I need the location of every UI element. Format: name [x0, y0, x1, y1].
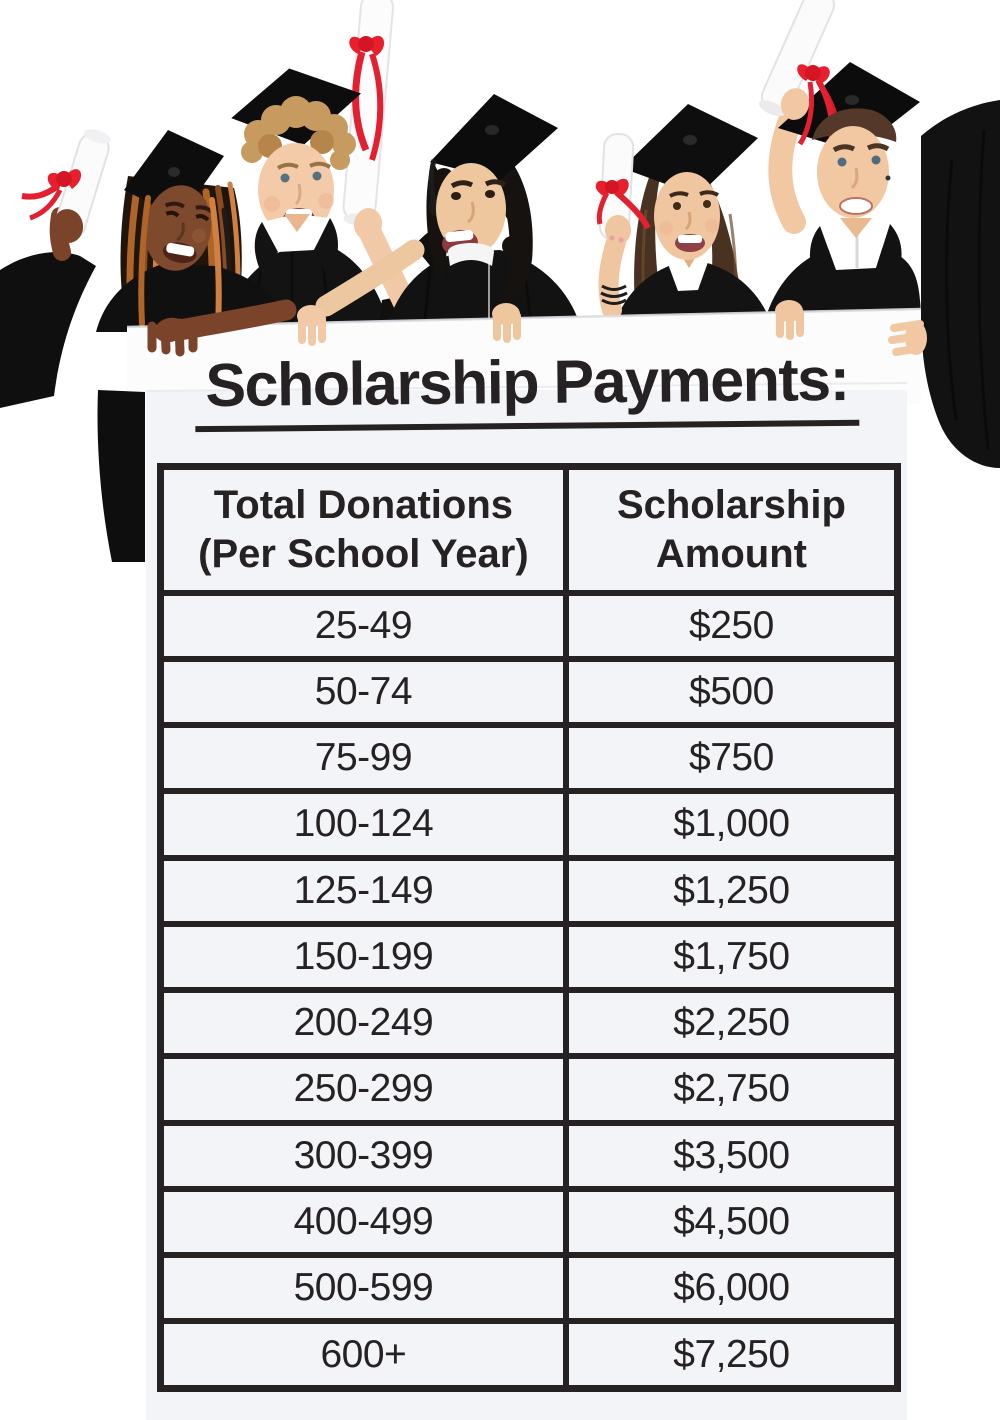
donations-cell: 25-49 [161, 593, 566, 659]
amount-cell: $6,000 [566, 1255, 898, 1321]
table-row [161, 593, 898, 659]
amount-cell: $3,500 [566, 1123, 898, 1189]
amount-cell: $500 [566, 659, 898, 725]
table-row [161, 990, 898, 1056]
table-row [161, 924, 898, 990]
donations-cell: 600+ [161, 1321, 566, 1388]
diploma-scroll [342, 0, 394, 227]
graduate-2 [222, 0, 440, 332]
donations-cell: 75-99 [161, 725, 566, 791]
amount-cell: $1,000 [566, 791, 898, 857]
donations-cell: 125-149 [161, 858, 566, 924]
table-row [161, 1189, 898, 1255]
table-row [161, 1321, 898, 1388]
table-row [161, 659, 898, 725]
table-header-row [161, 467, 898, 593]
header-scholarship-amount: Scholarship Amount [566, 467, 898, 593]
header-total-donations: Total Donations (Per School Year) [161, 467, 566, 593]
amount-cell: $1,750 [566, 924, 898, 990]
table-row [161, 1255, 898, 1321]
donations-cell: 100-124 [161, 791, 566, 857]
amount-cell: $250 [566, 593, 898, 659]
amount-cell: $7,250 [566, 1321, 898, 1388]
page-title [146, 346, 909, 432]
page-title-text: Scholarship Payments: [195, 347, 859, 432]
table-row [161, 725, 898, 791]
donations-cell: 300-399 [161, 1123, 566, 1189]
donations-cell: 150-199 [161, 924, 566, 990]
table-row [161, 1056, 898, 1122]
gown-sleeve [0, 252, 96, 408]
donations-cell: 250-299 [161, 1056, 566, 1122]
amount-cell: $2,750 [566, 1056, 898, 1122]
table-row [161, 858, 898, 924]
donations-cell: 50-74 [161, 659, 566, 725]
donations-cell: 400-499 [161, 1189, 566, 1255]
graduate-4 [596, 104, 774, 332]
amount-cell: $750 [566, 725, 898, 791]
scholarship-payments-table [157, 463, 901, 1392]
amount-cell: $1,250 [566, 858, 898, 924]
donations-cell: 500-599 [161, 1255, 566, 1321]
gown-drape [98, 390, 145, 562]
donations-cell: 200-249 [161, 990, 566, 1056]
table-row [161, 1123, 898, 1189]
table-row [161, 791, 898, 857]
amount-cell: $2,250 [566, 990, 898, 1056]
amount-cell: $4,500 [566, 1189, 898, 1255]
gown-sleeve [921, 100, 1000, 468]
